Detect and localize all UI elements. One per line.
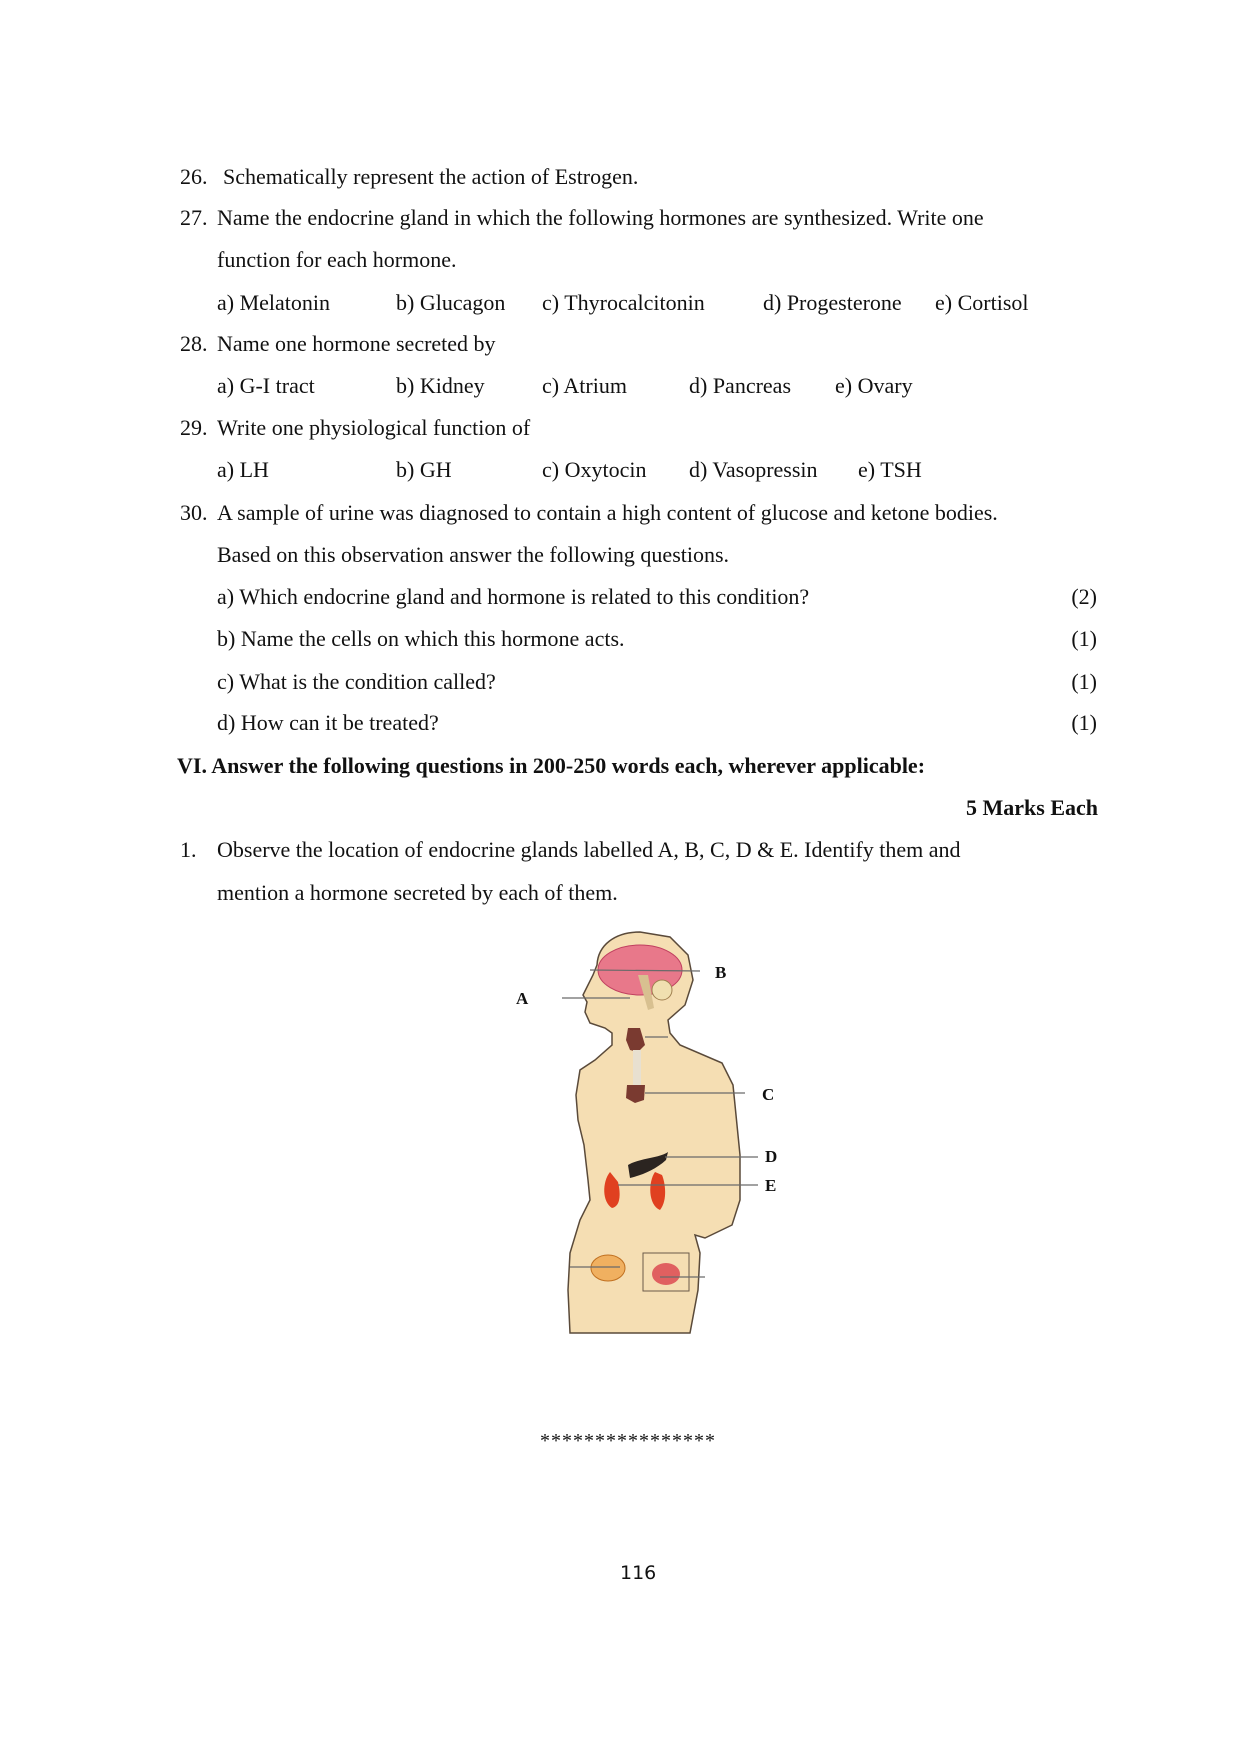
- sub-question: c) What is the condition called?: [217, 669, 496, 694]
- label-d: D: [765, 1147, 778, 1166]
- option: a) Melatonin: [217, 290, 331, 315]
- question-text: A sample of urine was diagnosed to contain a high content of glucose and ketone bodies.: [217, 500, 998, 525]
- option: e) Cortisol: [935, 290, 1029, 315]
- sub-question: d) How can it be treated?: [217, 710, 439, 735]
- testes: [652, 1263, 680, 1285]
- section-heading: VI. Answer the following questions in 200-250 words each, wherever applicable:: [177, 753, 926, 778]
- question-text: Based on this observation answer the following questions.: [217, 542, 730, 567]
- option: d) Progesterone: [763, 290, 902, 315]
- section-marks: 5 Marks Each: [966, 795, 1098, 820]
- question-text: Schematically represent the action of Estrogen.: [223, 164, 639, 189]
- question-number: 28.: [180, 331, 208, 356]
- option: e) Ovary: [835, 373, 913, 398]
- sub-question: a) Which endocrine gland and hormone is related to this condition?: [217, 584, 810, 609]
- option: b) Glucagon: [396, 290, 506, 315]
- option: c) Atrium: [542, 373, 627, 398]
- option: a) G-I tract: [217, 373, 315, 398]
- marks: (2): [1071, 584, 1097, 609]
- question-number: 30.: [180, 500, 208, 525]
- cerebellum: [652, 980, 672, 1000]
- trachea: [633, 1050, 641, 1085]
- question-number: 1.: [180, 837, 197, 862]
- question-text: Name the endocrine gland in which the following hormones are synthesized. Write one: [217, 205, 984, 230]
- label-b: B: [715, 963, 727, 982]
- page-number: 116: [620, 1562, 657, 1584]
- label-e: E: [765, 1176, 777, 1195]
- option: c) Oxytocin: [542, 457, 647, 482]
- sub-question: b) Name the cells on which this hormone acts.: [217, 626, 625, 651]
- option: b) Kidney: [396, 373, 485, 398]
- separator: ****************: [540, 1430, 716, 1452]
- option: d) Vasopressin: [689, 457, 818, 482]
- question-number: 26.: [180, 164, 208, 189]
- option: a) LH: [217, 457, 269, 482]
- question-text: Observe the location of endocrine glands labelled A, B, C, D & E. Identify them and: [217, 837, 961, 862]
- marks: (1): [1071, 626, 1097, 651]
- label-a: A: [516, 989, 529, 1008]
- option: b) GH: [396, 457, 452, 482]
- marks: (1): [1071, 710, 1097, 735]
- option: e) TSH: [858, 457, 922, 482]
- endocrine-glands-diagram: [490, 920, 810, 1350]
- question-text: Write one physiological function of: [217, 415, 531, 440]
- question-text: function for each hormone.: [217, 247, 457, 272]
- label-c: C: [762, 1085, 775, 1104]
- question-number: 29.: [180, 415, 208, 440]
- question-text: Name one hormone secreted by: [217, 331, 496, 356]
- option: c) Thyrocalcitonin: [542, 290, 705, 315]
- question-text: mention a hormone secreted by each of them.: [217, 880, 618, 905]
- option: d) Pancreas: [689, 373, 792, 398]
- marks: (1): [1071, 669, 1097, 694]
- question-number: 27.: [180, 205, 208, 230]
- ovary-uterus: [591, 1255, 625, 1281]
